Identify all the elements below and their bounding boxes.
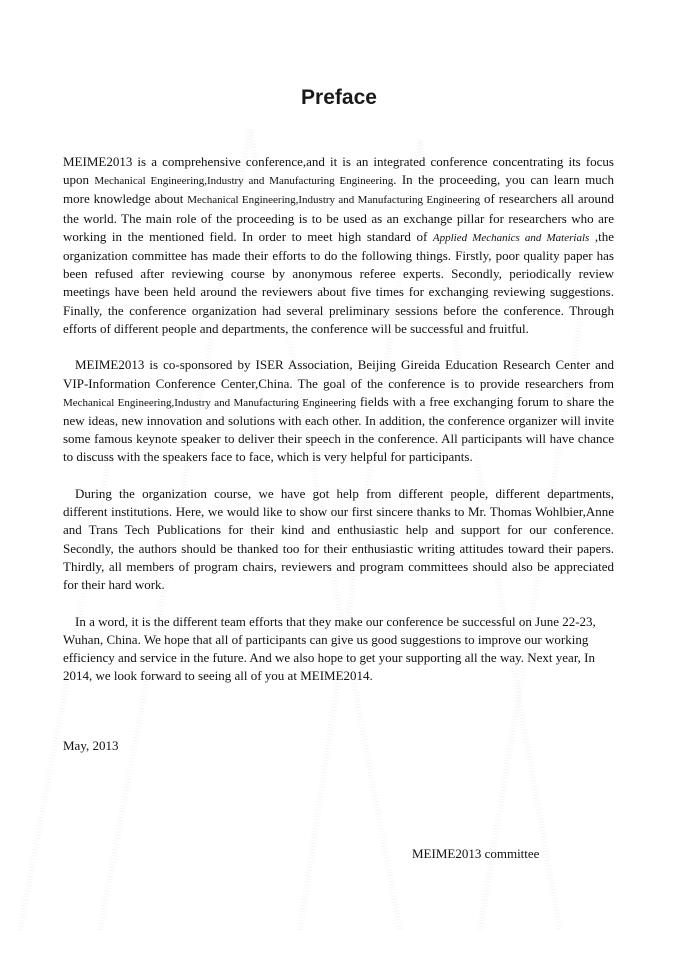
page-title: Preface xyxy=(301,86,377,109)
paragraph-acknowledgements: During the organization course, we have got help from different people, different departments, different institutions. Here, we would like to show our first sincere thanks to Mr. Thomas Wohlbier,Anne and Trans Tech Publications for their kind and enthusiastic help and support for our conference. Secondly, the authors should be thanked too for their enthusiastic writing attitudes toward their papers. Thirdly, all members of program chairs, reviewers and program committees should also be appreciated for their hard work. xyxy=(63,486,614,593)
field-name: Mechanical Engineering,Industry and Manufacturing Engineering xyxy=(94,175,394,188)
document-body xyxy=(63,153,614,704)
signature: MEIME2013 committee xyxy=(412,846,540,861)
text-span: . In the proceeding, you can learn much more knowledge about xyxy=(63,172,614,207)
field-name: Mechanical Engineering,Industry and Manufacturing Engineering xyxy=(63,396,356,409)
paragraph-closing: In a word, it is the different team efforts that they make our conference be successful on June 22-23, Wuhan, China. We hope that all of participants can give us good suggestions to improve our working efficiency and service in the future. And we also hope to get your supporting all the way. Next year, In 2014, we look forward to seeing all of you at MEIME2014. xyxy=(63,613,596,684)
text-span: ,the organization committee has made their efforts to do the following things. Firstly, poor quality paper has been refused after reviewing course by anonymous referee experts. Secondly, periodically review meetings have been held around the reviewers about five times for exchanging reviewing suggestions. Finally, the conference organization had several preliminary sessions before the conference. Through efforts of different people and departments, the conference will be successful and fruitful. xyxy=(63,228,614,336)
text-span: MEIME2013 is a comprehensive conference,and it is an integrated conference concentrating its focus upon xyxy=(63,154,614,188)
text-span: MEIME2013 is co-sponsored by ISER Association, Beijing Gireida Education Research Center and VIP-Information Conference Center,China. The goal of the conference is to provide researchers from xyxy=(63,357,614,391)
field-name: Mechanical Engineering,Industry and Manufacturing Engineering xyxy=(187,194,481,207)
paragraph-intro xyxy=(63,153,614,338)
preface-date: May, 2013 xyxy=(63,738,119,753)
journal-name: Applied Mechanics and Materials xyxy=(432,231,590,244)
text-span: of researchers all around the world. The main role of the proceeding is to be used as an exchange pillar for researchers who are working in the mentioned field. In order to meet high standard of xyxy=(63,191,614,244)
paragraph-sponsors xyxy=(63,356,614,466)
text-span: fields with a free exchanging forum to share the new ideas, new innovation and solutions with each other. In addition, the conference organizer will invite some famous keynote speaker to deliver their speech in the conference. All participants will have chance to discuss with the speakers face to face, which is very helpful for participants. xyxy=(63,393,614,465)
